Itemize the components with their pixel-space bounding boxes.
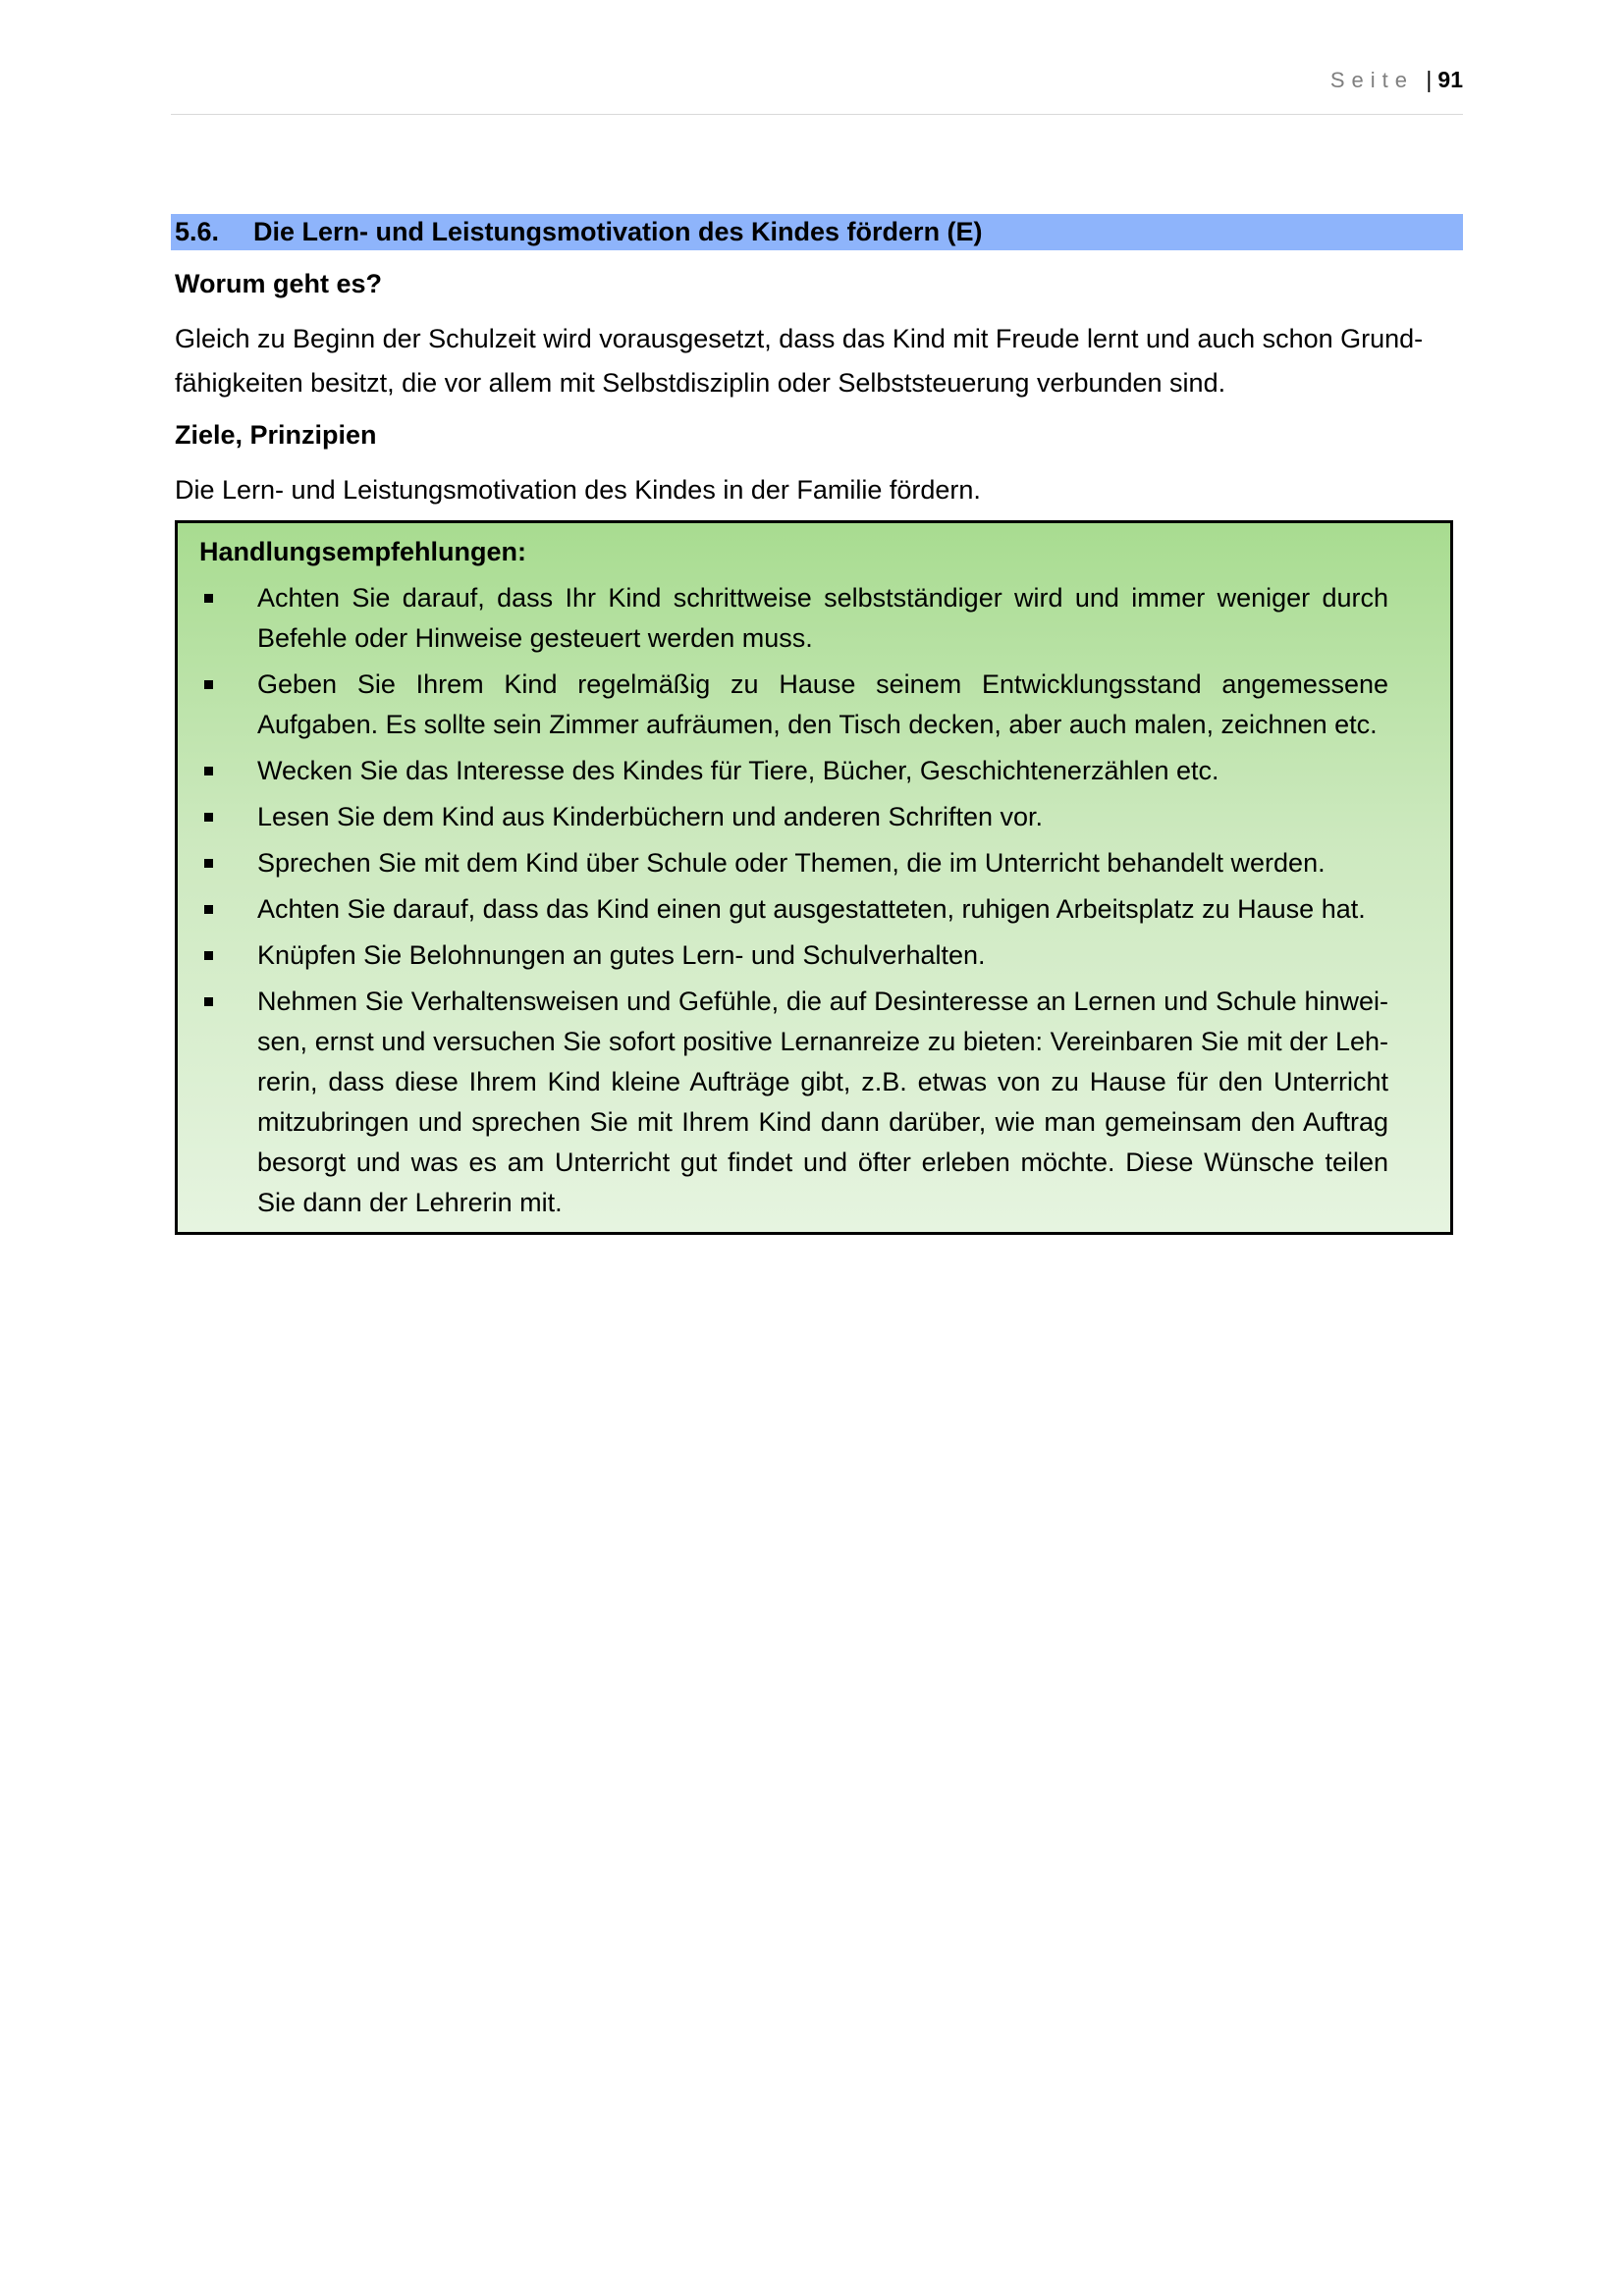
- section-heading: [171, 214, 1463, 250]
- page-separator: |: [1426, 67, 1433, 92]
- ziele-text: Die Lern- und Leistungsmotivation des Kindes in der Familie fördern.: [175, 475, 981, 505]
- list-item: Wecken Sie das Interesse des Kindes für Tiere, Bücher, Geschichtenerzählen etc.: [178, 751, 1450, 791]
- recommendations-box: [175, 520, 1453, 1235]
- recommendations-list: [178, 578, 1450, 1229]
- square-bullet-icon: [204, 905, 213, 914]
- square-bullet-icon: [204, 680, 213, 689]
- square-bullet-icon: [204, 813, 213, 822]
- list-item: Achten Sie darauf, dass Ihr Kind schrittweise selbstständiger wird und immer weniger durch Befehle oder Hinweise gesteuert werden muss.: [178, 578, 1450, 659]
- page-number: 91: [1437, 67, 1463, 92]
- worum-text-line-2: fähigkeiten besitzt, die vor allem mit Selbstdisziplin oder Selbststeuerung verbunden sind.: [175, 368, 1226, 398]
- list-item: Knüpfen Sie Belohnungen an gutes Lern- und Schulverhalten.: [178, 935, 1450, 976]
- section-title: Die Lern- und Leistungsmotivation des Kindes fördern (E): [253, 217, 983, 246]
- page-header: [171, 61, 1463, 115]
- recommendations-heading: Handlungsempfehlungen:: [199, 537, 526, 566]
- list-item: Nehmen Sie Verhaltensweisen und Gefühle, die auf Desinteresse an Lernen und Schule hinwei-sen, ernst und versuchen Sie sofort positive Lernanreize zu bieten: Vereinbaren Sie mit der Leh-rerin, dass diese Ihrem Kind kleine Aufträge gibt, z.B. etwas von zu Hause für den Unterricht mitzubringen und sprechen Sie mit Ihrem Kind dann darüber, wie man gemeinsam den Auftrag besorgt und was es am Unterricht gut findet und öfter erleben möchte. Diese Wünsche teilen Sie dann der Lehrerin mit.: [178, 982, 1450, 1223]
- square-bullet-icon: [204, 767, 213, 775]
- worum-heading: Worum geht es?: [175, 269, 383, 298]
- square-bullet-icon: [204, 859, 213, 868]
- square-bullet-icon: [204, 951, 213, 960]
- list-item: Achten Sie darauf, dass das Kind einen gut ausgestatteten, ruhigen Arbeitsplatz zu Hause hat.: [178, 889, 1450, 930]
- list-item: Sprechen Sie mit dem Kind über Schule oder Themen, die im Unterricht behandelt werden.: [178, 843, 1450, 883]
- square-bullet-icon: [204, 594, 213, 603]
- page-number-group: [1426, 67, 1463, 93]
- worum-text: [175, 317, 1463, 405]
- page-label: Seite: [1329, 68, 1414, 92]
- list-item: Geben Sie Ihrem Kind regelmäßig zu Hause seinem Entwicklungsstand angemessene Aufgaben. Es sollte sein Zimmer aufräumen, den Tisch decken, aber auch malen, zeichnen etc.: [178, 665, 1450, 745]
- worum-text-line-1: Gleich zu Beginn der Schulzeit wird vorausgesetzt, dass das Kind mit Freude lernt und auch schon Grund-: [175, 324, 1424, 353]
- ziele-heading: Ziele, Prinzipien: [175, 420, 377, 450]
- section-number: 5.6.: [175, 217, 220, 246]
- square-bullet-icon: [204, 997, 213, 1006]
- list-item: Lesen Sie dem Kind aus Kinderbüchern und anderen Schriften vor.: [178, 797, 1450, 837]
